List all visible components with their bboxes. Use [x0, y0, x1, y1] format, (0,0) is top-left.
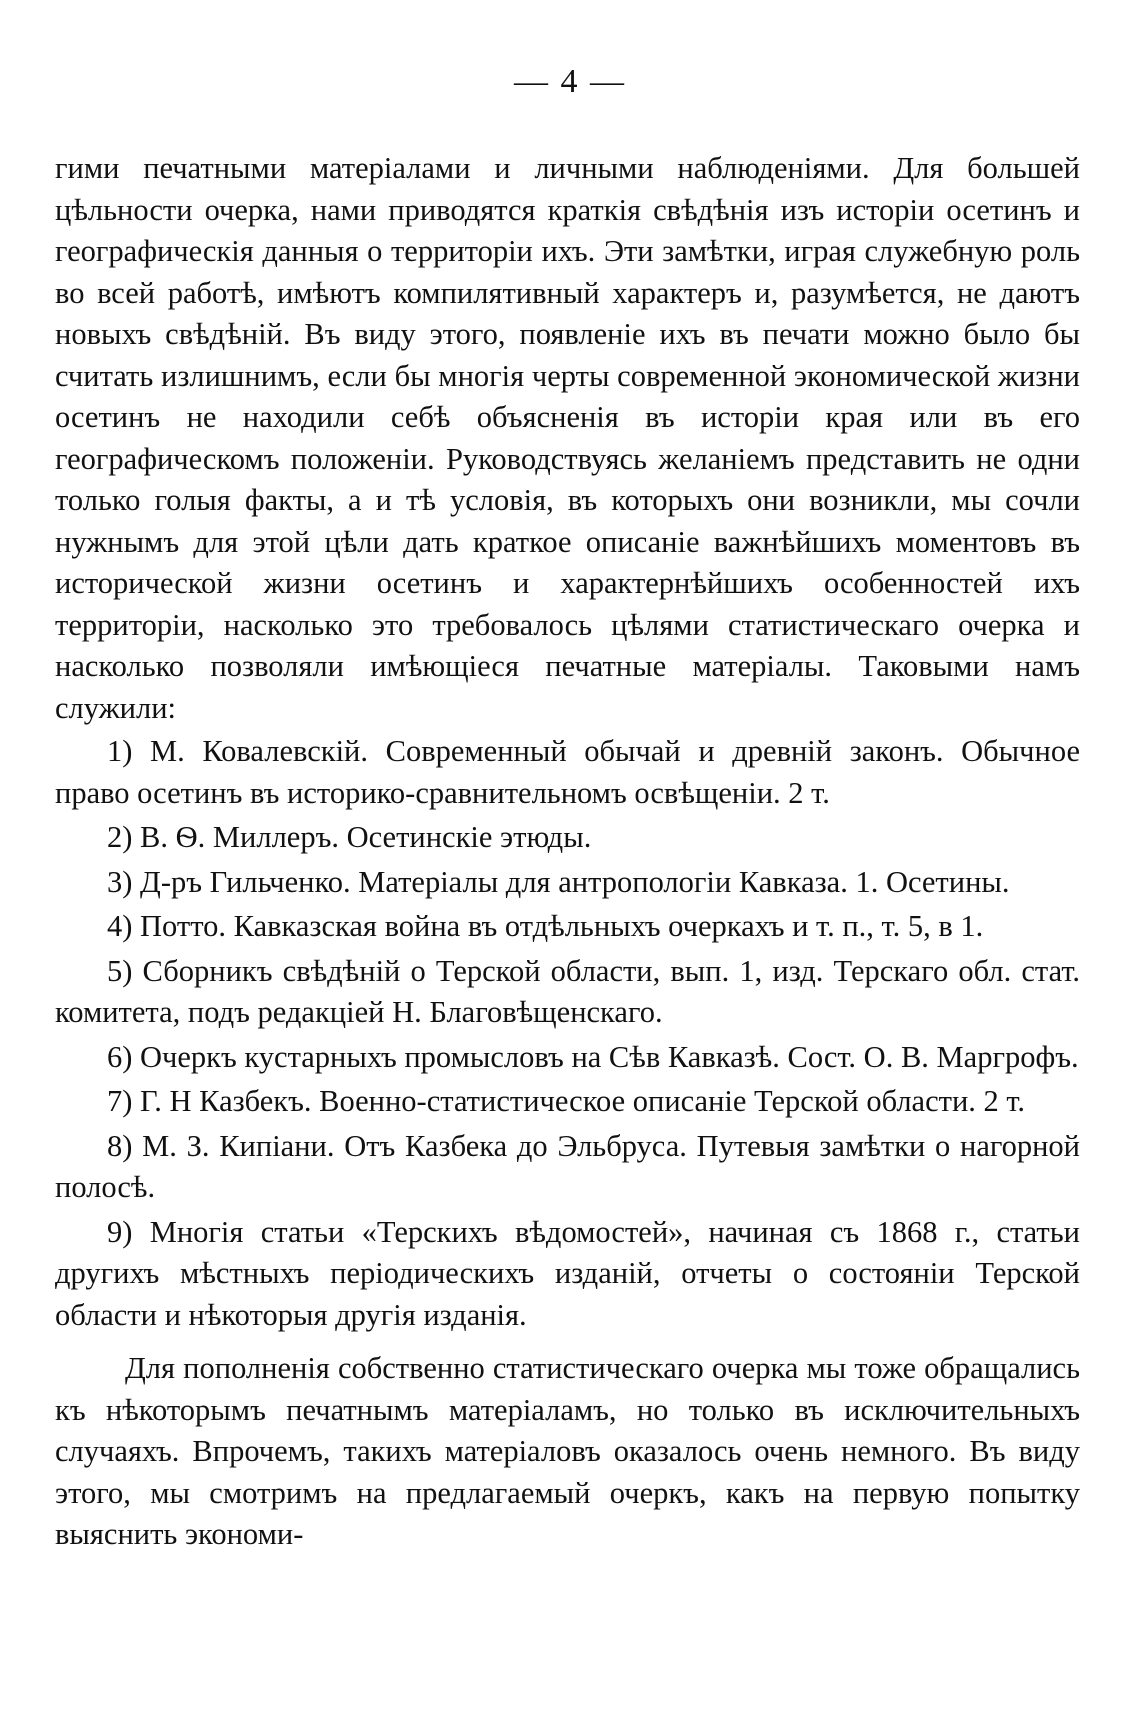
source-item-7: 7) Г. Н Казбекъ. Военно-статистическое описаніе Терской области. 2 т. [107, 1084, 1026, 1118]
source-item-5: 5) Сборникъ свѣдѣній о Терской области, вып. 1, изд. Терскаго обл. стат. комитета, подъ редакціей Н. Благовѣщенскаго. [55, 953, 1080, 1029]
source-item-1: 1) М. Ковалевскій. Современный обычай и древній законъ. Обычное право осетинъ въ историко-сравнительномъ освѣщеніи. 2 т. [55, 734, 1080, 810]
source-item-6: 6) Очеркъ кустарныхъ промысловъ на Сѣв Кавказѣ. Сост. О. В. Маргрофъ. [107, 1039, 1079, 1074]
source-item-4: 4) Потто. Кавказская война въ отдѣльныхъ очеркахъ и т. п., т. 5, в 1. [107, 909, 984, 943]
source-item-2: 2) В. Ѳ. Миллеръ. Осетинскіе этюды. [107, 820, 592, 854]
source-item-9: 9) Многія статьи «Терскихъ вѣдомостей», начиная съ 1868 г., статьи другихъ мѣстныхъ періодическихъ изданій, отчеты о состояніи Терской области и нѣкоторыя другія изданія. [55, 1214, 1080, 1332]
source-item-3: 3) Д-ръ Гильченко. Матеріалы для антропологіи Кавказа. 1. Осетины. [107, 864, 1010, 899]
sources-list [55, 731, 1080, 1336]
closing-paragraph: Для пополненія собственно статистическаго очерка мы тоже обращались къ нѣкоторымъ печатнымъ матеріаламъ, но только въ исключительныхъ случаяхъ. Впрочемъ, такихъ матеріаловъ оказалось очень немного. Въ виду этого, мы смотримъ на предлагаемый очеркъ, какъ на первую попытку выяснить экономи- [55, 1351, 1080, 1551]
page-number: — 4 — [514, 63, 626, 100]
source-item-8: 8) М. З. Кипіани. Отъ Казбека до Эльбруса. Путевыя замѣтки о нагорной полосѣ. [55, 1128, 1080, 1204]
intro-paragraph: гими печатными матеріалами и личными наблюденіями. Для большей цѣльности очерка, нами приводятся краткія свѣдѣнія изъ исторіи осетинъ и географическія данныя о территоріи ихъ. Эти замѣтки, играя служебную роль во всей работѣ, имѣютъ компилятивный характеръ и, разумѣется, не даютъ новыхъ свѣдѣній. Въ виду этого, появленіе ихъ въ печати можно было бы считать излишнимъ, если бы многія черты современной экономической жизни осетинъ не находили себѣ объясненія въ исторіи края или въ его географическомъ положеніи. Руководствуясь желаніемъ представить не одни только голыя факты, а и тѣ условія, въ которыхъ они возникли, мы сочли нужнымъ для этой цѣли дать краткое описаніе важнѣйшихъ моментовъ въ исторической жизни осетинъ и характернѣйшихъ особенностей ихъ территоріи, насколько это требовалось цѣлями статистическаго очерка и насколько позволяли имѣющіеся печатные матеріалы. Таковыми намъ служили: [55, 151, 1080, 725]
page-body [55, 148, 1080, 1556]
